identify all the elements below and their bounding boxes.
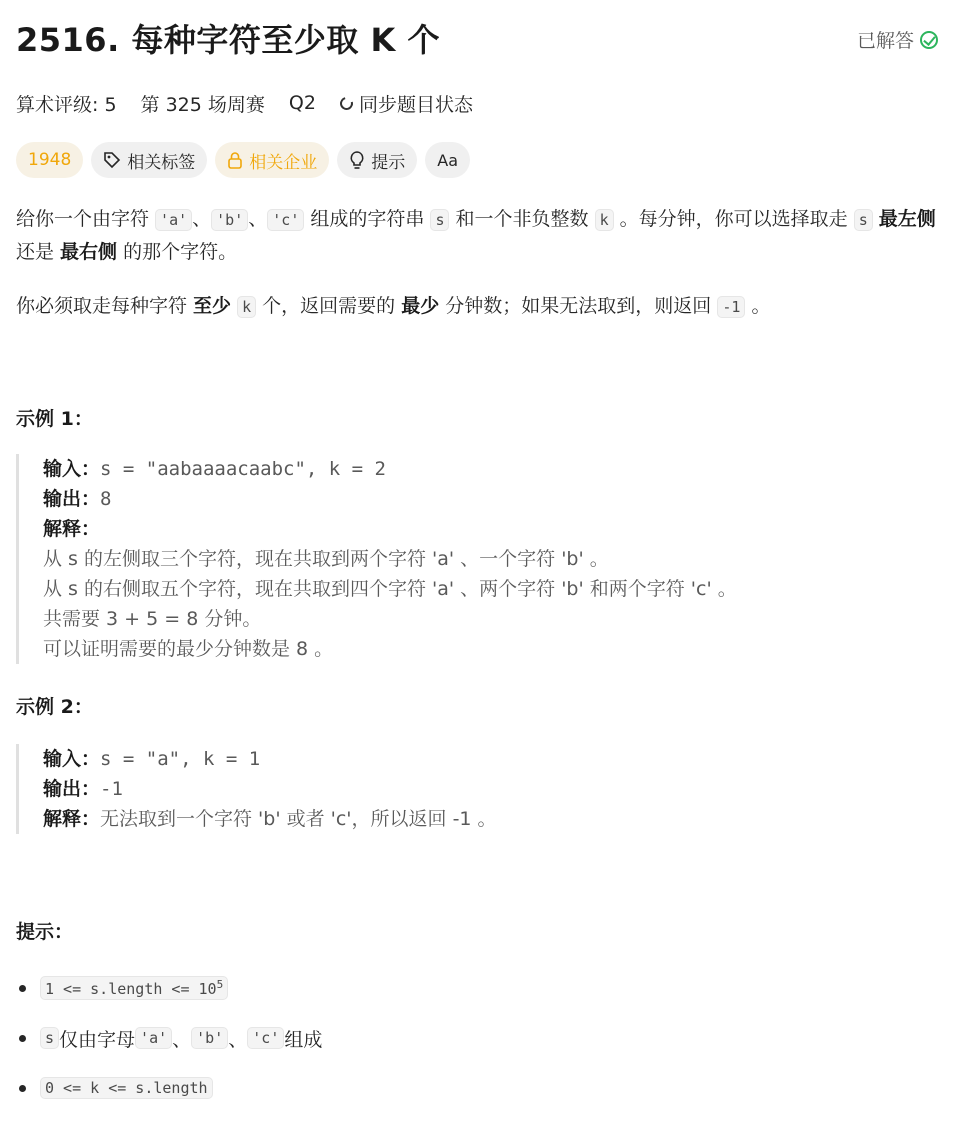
tag-bar: [16, 142, 470, 178]
example-2-input-row: [43, 744, 916, 774]
constraint-text: 1 <= s.length <= 10: [45, 980, 217, 998]
difficulty-score-badge: 1948: [16, 142, 83, 178]
text: 的那个字符。: [117, 241, 238, 263]
related-tags-button[interactable]: [91, 142, 207, 178]
example-1-explain-label: [43, 514, 916, 544]
text: 和一个非负整数: [449, 208, 595, 230]
explain-label: 解释：: [43, 518, 101, 540]
lightbulb-icon: [349, 150, 365, 170]
inline-code: 'a': [155, 209, 192, 231]
example-2-heading: 示例 2：: [16, 696, 93, 718]
title-row: [16, 18, 946, 62]
output-value: 8: [100, 488, 112, 510]
output-value: -1: [100, 778, 123, 800]
example-1-block: [16, 454, 916, 664]
inline-code: s: [430, 209, 449, 231]
text: 、: [228, 1028, 248, 1051]
text: 。每分钟，你可以选择取走: [613, 208, 854, 230]
bullet-dot: [19, 1085, 26, 1092]
example-1-heading: 示例 1：: [16, 408, 93, 430]
inline-code: 0 <= k <= s.length: [40, 1077, 213, 1099]
superscript: 5: [216, 978, 224, 991]
problem-title: 2516. 每种字符至少取 K 个: [16, 21, 440, 59]
related-companies-label: 相关企业: [249, 152, 318, 173]
question-number: Q2: [288, 92, 316, 114]
explain-text: 无法取到一个字符 'b' 或者 'c'，所以返回 -1 。: [100, 808, 497, 830]
inline-code: -1: [717, 296, 745, 318]
example-2-block: [16, 744, 916, 834]
bold-text: 最少: [401, 295, 440, 317]
text: 还是: [16, 241, 61, 263]
text: 仅由字母: [59, 1028, 136, 1051]
explain-line: 从 s 的右侧取五个字符，现在共取到四个字符 'a' 、两个字符 'b' 和两个字符 'c' 。: [43, 578, 737, 600]
solved-status[interactable]: [857, 26, 938, 53]
text: 个，返回需要的: [256, 295, 402, 317]
input-label: 输入：: [43, 458, 101, 480]
description-paragraph-2: [16, 290, 946, 323]
text: 、: [192, 208, 212, 230]
check-circle-icon: [920, 31, 938, 49]
explain-line: 可以证明需要的最少分钟数是 8 。: [43, 638, 334, 660]
text: 给你一个由字符: [16, 208, 156, 230]
text: 你必须取走每种字符: [16, 295, 194, 317]
output-label: 输出：: [43, 778, 101, 800]
example-1-output-row: [43, 484, 916, 514]
explain-line: 共需要 3 + 5 = 8 分钟。: [43, 608, 262, 630]
tag-icon: [103, 151, 121, 169]
text: 组成: [284, 1028, 323, 1051]
constraints-list: [16, 968, 322, 1118]
bold-text: 最右侧: [60, 241, 118, 263]
text: 分钟数；如果无法取到，则返回: [439, 295, 718, 317]
description-paragraph-1: [16, 203, 946, 268]
related-tags-label: 相关标签: [127, 152, 196, 173]
inline-code: 'b': [191, 1027, 228, 1049]
text: 、: [172, 1028, 192, 1051]
related-companies-button[interactable]: [215, 142, 329, 178]
hint-button[interactable]: [337, 142, 417, 178]
hint-label: 提示: [371, 152, 406, 173]
translate-icon: Aa: [437, 150, 459, 170]
input-value: s = "aabaaaacaabc", k = 2: [100, 458, 386, 480]
inline-code: k: [595, 209, 614, 231]
bullet-dot: [19, 1035, 26, 1042]
output-label: 输出：: [43, 488, 101, 510]
problem-meta: [16, 88, 473, 118]
refresh-icon: [338, 94, 356, 112]
example-1-input-row: [43, 454, 916, 484]
inline-code: 'c': [247, 1027, 284, 1049]
inline-code: 'c': [267, 209, 304, 231]
inline-code: k: [237, 296, 256, 318]
list-item: [16, 968, 322, 1008]
text: 。: [745, 295, 771, 317]
inline-code: 'b': [211, 209, 248, 231]
bold-text: 最左侧: [878, 208, 936, 230]
list-item: [16, 1068, 322, 1108]
bullet-dot: [19, 985, 26, 992]
sync-status-button[interactable]: [340, 90, 473, 117]
bold-text: 至少: [193, 295, 232, 317]
inline-code: [40, 976, 228, 1000]
translate-button[interactable]: [425, 142, 470, 178]
list-item: [16, 1018, 322, 1058]
example-2-output-row: [43, 774, 916, 804]
rating-label: 算术评级: 5: [16, 93, 117, 116]
input-label: 输入：: [43, 748, 101, 770]
example-2-explain-row: [43, 804, 916, 834]
inline-code: 'a': [135, 1027, 172, 1049]
explain-label: 解释：: [43, 808, 101, 830]
constraints-heading: 提示：: [16, 921, 74, 943]
text: 、: [248, 208, 268, 230]
contest-link[interactable]: 第 325 场周赛: [140, 93, 265, 116]
input-value: s = "a", k = 1: [100, 748, 261, 770]
inline-code: s: [854, 209, 873, 231]
explain-line: 从 s 的左侧取三个字符，现在共取到两个字符 'a' 、一个字符 'b' 。: [43, 548, 609, 570]
text: 组成的字符串: [304, 208, 431, 230]
solved-label: 已解答: [856, 30, 914, 52]
sync-label: 同步题目状态: [358, 93, 473, 116]
lock-icon: [227, 151, 243, 169]
inline-code: s: [40, 1027, 59, 1049]
